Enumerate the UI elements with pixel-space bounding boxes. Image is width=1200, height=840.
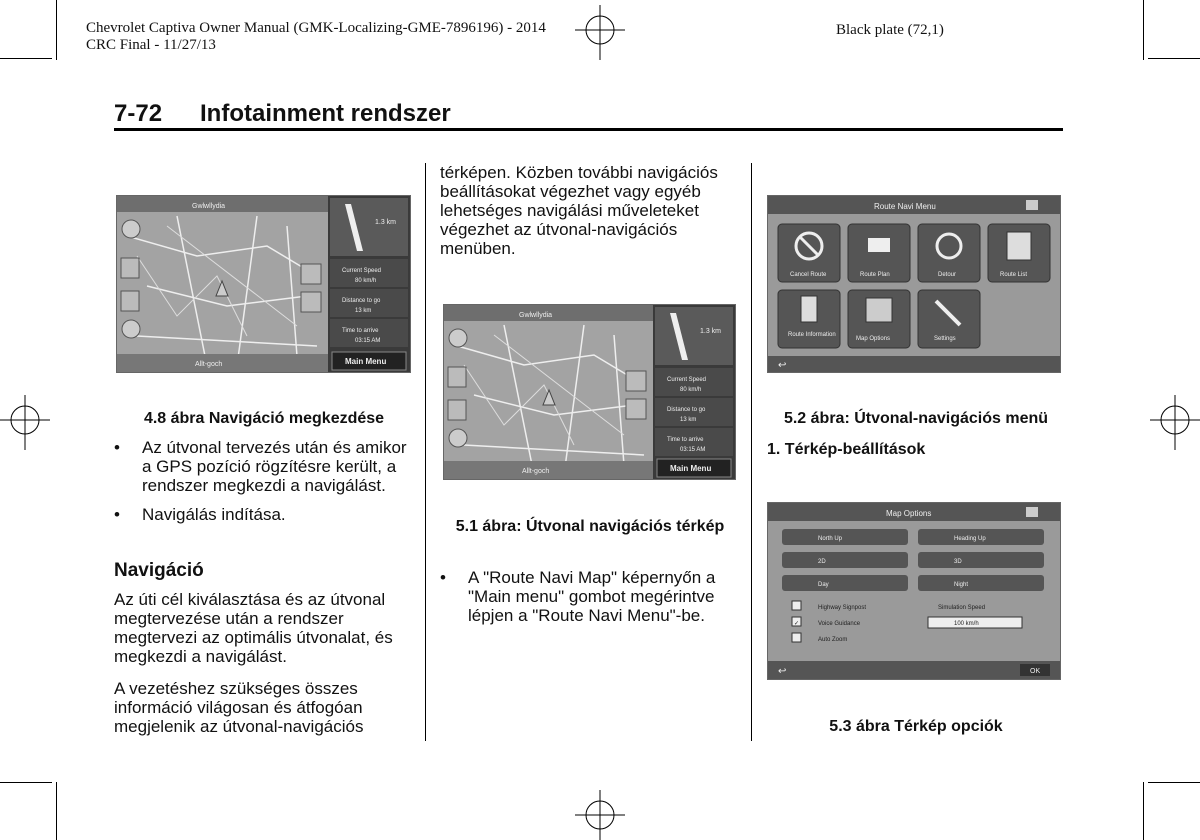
svg-text:Gwlwllydia: Gwlwllydia xyxy=(519,312,553,319)
svg-text:↩: ↩ xyxy=(778,360,787,371)
crop-mark xyxy=(1148,58,1200,59)
svg-text:Map Options: Map Options xyxy=(856,336,891,342)
svg-text:OK: OK xyxy=(1030,668,1041,675)
figure-route-navi-menu-screen xyxy=(767,195,1061,373)
crop-mark xyxy=(56,0,57,60)
registration-mark-right xyxy=(1145,395,1200,455)
bullet-icon: • xyxy=(114,505,120,524)
map-options-graphic xyxy=(768,503,1060,679)
list-item xyxy=(440,568,740,625)
crop-mark xyxy=(0,782,52,783)
bullet-list xyxy=(440,568,740,625)
svg-text:Heading Up: Heading Up xyxy=(954,536,986,542)
header-line-2: CRC Final - 11/27/13 xyxy=(86,37,216,53)
bullet-icon: • xyxy=(440,568,446,587)
map-graphic xyxy=(117,196,410,372)
bullet-text: Az útvonal tervezés után és amikor a GPS pozíció rögzítésre került, a rendszer megkezdi a navigálást. xyxy=(142,438,407,495)
svg-text:Simulation Speed: Simulation Speed xyxy=(938,605,986,611)
bullet-text: Navigálás indítása. xyxy=(142,505,286,524)
svg-text:↩: ↩ xyxy=(778,666,787,677)
page-title xyxy=(114,100,614,130)
crop-mark xyxy=(1143,0,1144,60)
svg-text:3D: 3D xyxy=(954,559,962,565)
bullet-icon: • xyxy=(114,438,120,457)
svg-text:Cancel Route: Cancel Route xyxy=(790,272,827,278)
figure-caption: 5.1 ábra: Útvonal navigációs térkép xyxy=(455,518,725,535)
bullet-list xyxy=(114,438,414,524)
plate-label: Black plate (72,1) xyxy=(836,22,944,38)
svg-text:✓: ✓ xyxy=(794,621,800,627)
svg-text:13 km: 13 km xyxy=(680,417,697,423)
svg-text:03:15 AM: 03:15 AM xyxy=(680,447,706,453)
svg-text:13 km: 13 km xyxy=(355,308,372,314)
menu-graphic xyxy=(768,196,1060,372)
svg-text:Current Speed: Current Speed xyxy=(667,377,707,383)
svg-text:1.3 km: 1.3 km xyxy=(700,328,722,335)
figure-caption: 5.3 ábra Térkép opciók xyxy=(829,718,1003,735)
svg-text:100 km/h: 100 km/h xyxy=(954,621,979,627)
svg-text:Time to arrive: Time to arrive xyxy=(667,437,704,443)
svg-text:Route Information: Route Information xyxy=(788,332,836,338)
paragraph: térképen. Közben további navigációs beállításokat végezhet vagy egyéb lehetséges navigálási műveleteket végezhet az útvonal-navigációs menüben. xyxy=(440,163,718,258)
crop-mark xyxy=(0,58,52,59)
svg-text:03:15 AM: 03:15 AM xyxy=(355,338,381,344)
chapter-title: Infotainment rendszer xyxy=(200,100,451,127)
svg-text:Allt-goch: Allt-goch xyxy=(522,468,550,475)
svg-text:Detour: Detour xyxy=(938,272,957,278)
paragraph: Az úti cél kiválasztása és az útvonal megtervezése után a rendszer megtervezi az optimális útvonalat, és megkezdi a navigálást. xyxy=(114,590,393,666)
svg-text:North Up: North Up xyxy=(818,536,843,542)
svg-text:80 km/h: 80 km/h xyxy=(680,387,702,393)
crop-mark xyxy=(56,782,57,840)
registration-mark-bottom xyxy=(570,790,630,840)
svg-text:Settings: Settings xyxy=(934,336,956,342)
paragraph: A vezetéshez szükséges összes információ világosan és átfogóan megjelenik az útvonal-navigációs xyxy=(114,679,364,736)
figure-nav-start-screen xyxy=(116,195,411,373)
svg-text:Distance to go: Distance to go xyxy=(667,407,706,413)
bullet-text: A "Route Navi Map" képernyőn a "Main menu" gombot megérintve lépjen a "Route Navi Menu"-be. xyxy=(468,568,716,625)
svg-text:Route List: Route List xyxy=(1000,272,1028,278)
list-item xyxy=(114,505,414,524)
crop-mark xyxy=(1143,782,1144,840)
column-divider xyxy=(425,163,426,741)
map-graphic xyxy=(444,305,735,479)
svg-text:1.3 km: 1.3 km xyxy=(375,219,397,226)
figure-caption: 5.2 ábra: Útvonal-navigációs menü xyxy=(783,410,1049,427)
svg-text:Route Navi Menu: Route Navi Menu xyxy=(874,202,936,211)
svg-text:Night: Night xyxy=(954,582,969,588)
svg-text:Distance to go: Distance to go xyxy=(342,298,381,304)
registration-mark-left xyxy=(0,395,55,455)
svg-text:Route Plan: Route Plan xyxy=(860,272,890,278)
svg-text:Day: Day xyxy=(818,582,829,588)
title-rule xyxy=(114,128,1063,131)
svg-text:Allt-goch: Allt-goch xyxy=(195,361,223,368)
section-heading: Navigáció xyxy=(114,560,204,581)
svg-text:Voice Guidance: Voice Guidance xyxy=(818,621,861,627)
svg-text:Current Speed: Current Speed xyxy=(342,268,382,274)
figure-route-navi-map-screen xyxy=(443,304,736,480)
column-divider xyxy=(751,163,752,741)
registration-mark-top xyxy=(570,5,630,65)
svg-text:Time to arrive: Time to arrive xyxy=(342,328,379,334)
svg-text:Gwlwllydia: Gwlwllydia xyxy=(192,203,226,210)
svg-text:Main Menu: Main Menu xyxy=(345,357,387,366)
figure-caption: 4.8 ábra Navigáció megkezdése xyxy=(143,410,385,427)
subsection-heading: 1. Térkép-beállítások xyxy=(767,441,926,458)
header-line-1: Chevrolet Captiva Owner Manual (GMK-Localizing-GME-7896196) - 2014 xyxy=(86,20,546,36)
page-number: 7-72 xyxy=(114,100,163,127)
svg-text:Auto Zoom: Auto Zoom xyxy=(818,637,848,643)
svg-text:80 km/h: 80 km/h xyxy=(355,278,377,284)
svg-text:Map Options: Map Options xyxy=(886,509,932,518)
figure-map-options-screen xyxy=(767,502,1061,680)
list-item xyxy=(114,438,414,495)
svg-text:2D: 2D xyxy=(818,559,826,565)
crop-mark xyxy=(1148,782,1200,783)
svg-text:Main Menu: Main Menu xyxy=(670,464,712,473)
print-header xyxy=(86,20,546,54)
svg-text:Highway Signpost: Highway Signpost xyxy=(818,605,867,611)
